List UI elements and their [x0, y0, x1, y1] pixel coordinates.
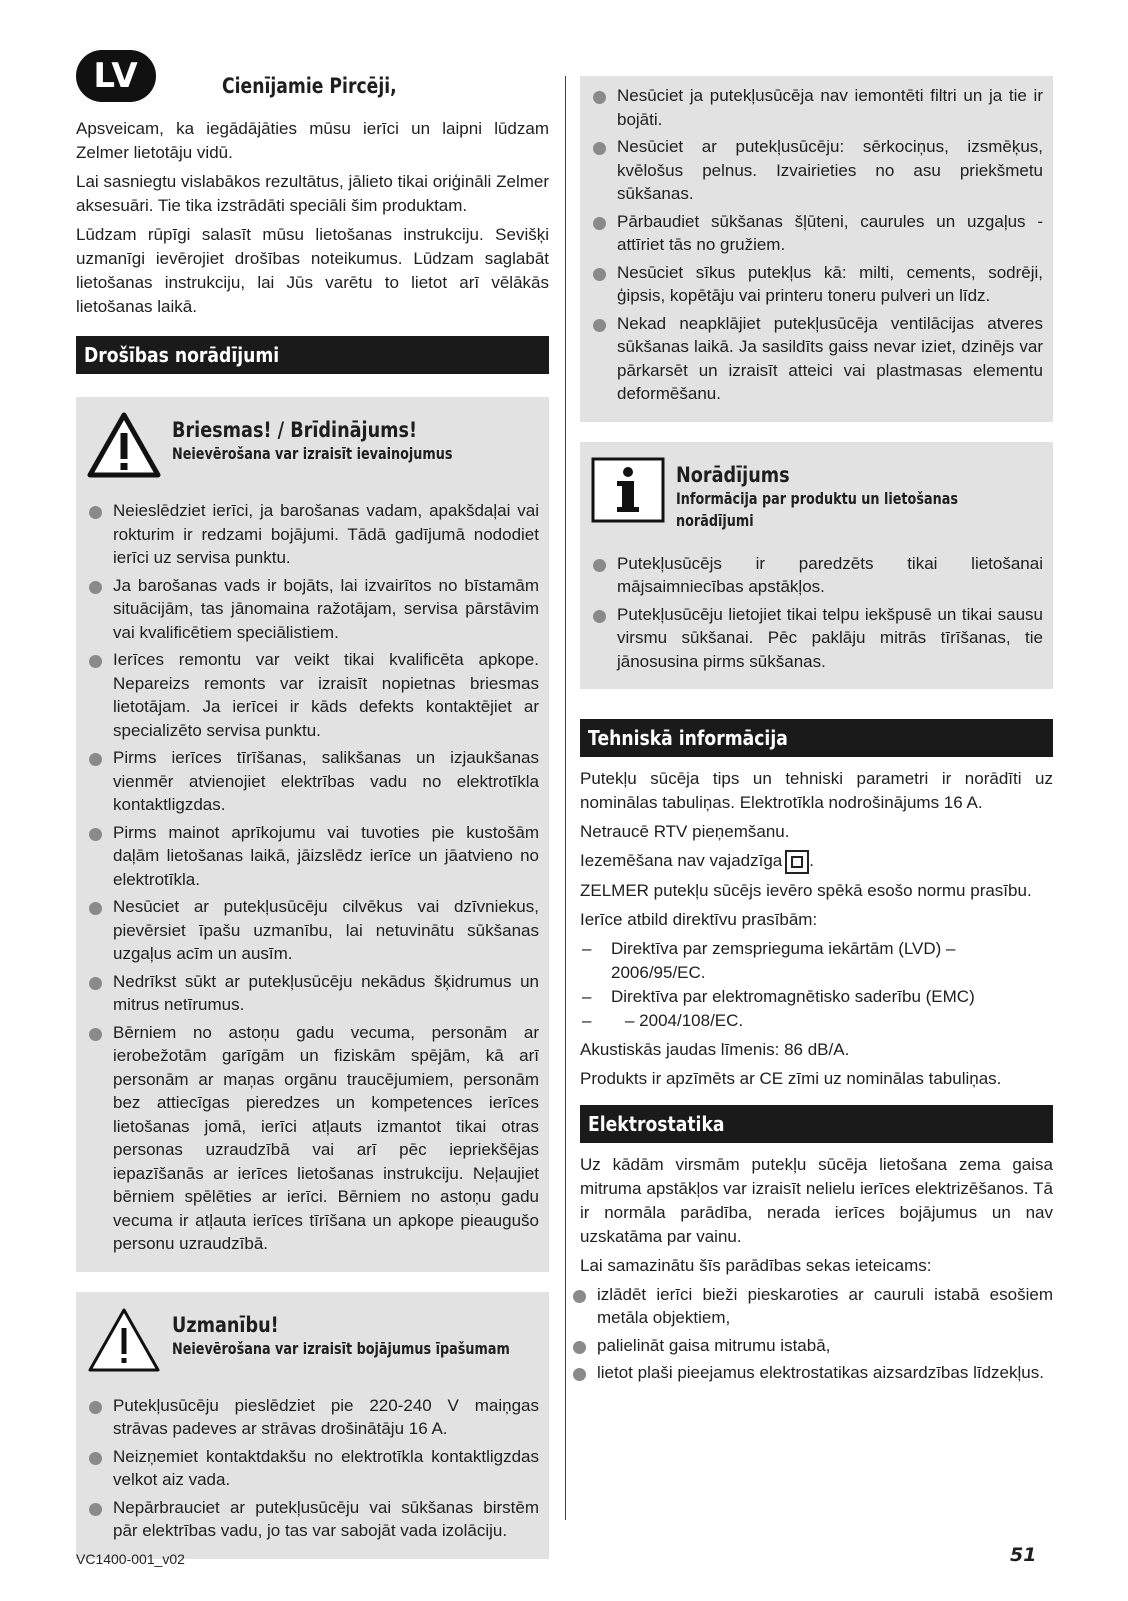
technical-heading: Tehniskā informācija [580, 719, 1053, 757]
technical-paragraph: Ierīce atbild direktīvu prasībām: [580, 909, 818, 929]
technical-paragraph: Produkts ir apzīmēts ar CE zīmi uz nominālas tabuliņas. [580, 1068, 1002, 1088]
technical-paragraph: ZELMER putekļu sūcējs ievēro spēkā esošo normu prasību. [580, 880, 1032, 900]
list-item: Nesūciet ja putekļusūcēja nav iemontēti filtri un ja tie ir bojāti. [590, 84, 1043, 131]
list-item: – Direktīva par elektromagnētisko saderību (EMC) [580, 985, 1053, 1009]
list-item: Ja barošanas vads ir bojāts, lai izvairītos no bīstamām situācijām, tas jānomaina ražotājam, servisa pārstāvim vai kvalificētiem speciālistiem. [86, 574, 539, 645]
notice-box [580, 442, 1053, 690]
caution-list-part2 [590, 84, 1043, 406]
danger-box [76, 397, 549, 1272]
technical-paragraph: Netraucē RTV pieņemšanu. [580, 822, 790, 841]
grounding-text: Iezemēšana nav vajadzīga [580, 851, 783, 870]
list-item: Pirms mainot aprīkojumu vai tuvoties pie kustošām daļām lietošanas laikā, jāizslēdz ierīce un jāatvieno no elektrotīkla. [86, 821, 539, 892]
electrostatic-heading: Elektrostatika [580, 1105, 1053, 1143]
list-item: Bērniem no astoņu gadu vecuma, personām ar ierobežotām garīgām un fiziskām spējām, kā arī personām ar maņas orgānu traucējumiem, personām bez attiecīgas pieredzes un kompetences ierīces lietošanas jomā, ierīci atļauts izmantot tikai otras personas uzraudzībā vai arī pēc iepriekšējas iepazīšanās ar ierīces lietošanas instrukciju. Neļaujiet bērniem spēlēties ar ierīci. Bērniem no astoņu gadu vecuma ir atļauta ierīces tīrīšana un apkope pieaugušo personu uzraudzībā. [86, 1021, 539, 1256]
list-item: Nesūciet sīkus putekļus kā: milti, cements, sodrēji, ģipsis, kopētāju vai printeru toneru pulveri un līdz. [590, 261, 1043, 308]
list-item: palielināt gaisa mitrumu istabā, [570, 1334, 1053, 1358]
list-item: Putekļusūcēju lietojiet tikai telpu iekšpusē un tikai sausu virsmu sūkšanai. Pēc paklāju mitrās tīrīšanas, tie jānosusina pirms sūkšanas. [590, 603, 1043, 674]
notice-subtitle-line2: norādījumi [676, 510, 754, 530]
list-item: Putekļusūcējs ir paredzēts tikai lietošanai mājsaimniecības apstākļos. [590, 552, 1043, 599]
list-item: Neieslēdziet ierīci, ja barošanas vadam, apakšdaļai vai rokturim ir redzami bojājumi. Tādā gadījumā nododiet ierīci uz servisa punktu. [86, 499, 539, 570]
list-item: Nedrīkst sūkt ar putekļusūcēju nekādus šķidrumus un mitrus netīrumus. [86, 970, 539, 1017]
list-item-continued: – – 2004/108/EC. [580, 1009, 1053, 1033]
intro-paragraph: Lūdzam rūpīgi salasīt mūsu lietošanas instrukciju. Sevišķi uzmanīgi ievērojiet drošības noteikumus. Lūdzam saglabāt lietošanas instrukciju, lai Jūs varētu to lietot arī vēlākās lietošanas laikā. [76, 225, 549, 316]
language-badge: LV [76, 50, 156, 102]
list-item: – Direktīva par zemsprieguma iekārtām (LVD) – 2006/95/EC. [580, 937, 1053, 985]
intro-paragraph: Apsveicam, ka iegādājāties mūsu ierīci un laipni lūdzam Zelmer lietotāju vidū. [76, 119, 549, 162]
notice-subtitle: Informācija par produktu un lietošanas [676, 488, 958, 508]
list-item: Ierīces remontu var veikt tikai kvalificēta apkope. Nepareizs remonts var izraisīt nopietnas briesmas lietotājam. Ja ierīcei ir kāds defekts kontaktējiet ar specializēto servisa punktu. [86, 648, 539, 742]
electrostatic-list [570, 1283, 1053, 1385]
column-divider [565, 76, 566, 1520]
caution-subtitle: Neievērošana var izraisīt bojājumus īpašumam [172, 1338, 510, 1358]
technical-section [580, 767, 1053, 1091]
list-item: Pirms ierīces tīrīšanas, salikšanas un izjaukšanas vienmēr atvienojiet elektrības vadu no elektrotīkla kontaktligzdas. [86, 746, 539, 817]
danger-subtitle: Neievērošana var izraisīt ievainojumus [172, 444, 453, 463]
page-number: 51 [1010, 1544, 1037, 1566]
list-item: lietot plaši pieejamus elektrostatikas aizsardzības līdzekļus. [570, 1361, 1053, 1385]
intro-section [76, 117, 549, 1559]
double-insulation-icon [785, 850, 809, 874]
list-item: izlādēt ierīci bieži pieskaroties ar cauruli istabā esošiem metāla objektiem, [570, 1283, 1053, 1330]
grounding-text-end: . [809, 851, 814, 870]
directive-list [580, 937, 1053, 1033]
danger-list [86, 499, 539, 1256]
warning-triangle-icon [86, 411, 162, 479]
list-item: Nesūciet ar putekļusūcēju cilvēkus vai dzīvniekus, pievērsiet īpašu uzmanību, lai netuvinātu sūkšanas uzgaļus acīm un ausīm. [86, 895, 539, 966]
info-icon [590, 456, 666, 524]
warning-triangle-icon [86, 1306, 162, 1374]
technical-paragraph: Akustiskās jaudas līmenis: 86 dB/A. [580, 1039, 850, 1059]
electrostatic-paragraph: Lai samazinātu šīs parādības sekas ieteicams: [580, 1255, 932, 1275]
list-item: Nekad neapklājiet putekļusūcēja ventilācijas atveres sūkšanas laikā. Ja sasildīts gaiss nevar iziet, dzinējs var pārkarsēt un izraisīt atteici vai plastmasas elementu deformēšanu. [590, 312, 1043, 406]
caution-box [76, 1292, 549, 1559]
electrostatic-section [580, 1153, 1053, 1385]
list-item: Nepārbrauciet ar putekļusūcēju vai sūkšanas birstēm pār elektrības vadu, jo tas var sabojāt vada izolāciju. [86, 1496, 539, 1543]
notice-title: Norādījums [676, 462, 790, 487]
safety-heading: Drošības norādījumi [76, 336, 549, 374]
caution-box-continued [580, 76, 1053, 422]
list-item: Putekļusūcēju pieslēdziet pie 220-240 V maiņgas strāvas padeves ar strāvas drošinātāju 16 A. [86, 1394, 539, 1441]
greeting-title: Cienījamie Pircēji, [222, 74, 397, 98]
danger-title: Briesmas! / Brīdinājums! [172, 418, 418, 442]
list-item: Nesūciet ar putekļusūcēju: sērkociņus, izsmēķus, kvēlošus pelnus. Izvairieties no asu priekšmetu sūkšanas. [590, 135, 1043, 206]
technical-paragraph [580, 849, 1053, 874]
notice-list [590, 552, 1043, 674]
list-item: Pārbaudiet sūkšanas šļūteni, caurules un uzgaļus - attīriet tās no gružiem. [590, 210, 1043, 257]
caution-title: Uzmanību! [172, 1312, 279, 1337]
list-item: Neizņemiet kontaktdakšu no elektrotīkla kontaktligzdas velkot aiz vada. [86, 1445, 539, 1492]
right-column [580, 76, 1053, 1389]
caution-list-part1 [86, 1394, 539, 1543]
electrostatic-paragraph: Uz kādām virsmām putekļu sūcēja lietošana zema gaisa mitruma apstākļos var izraisīt nelielu ierīces elektrizēšanos. Tā ir normāla parādība, nerada ierīces bojājumus un nav uzskatāma par vainu. [580, 1154, 1053, 1246]
technical-paragraph: Putekļu sūcēja tips un tehniski parametri ir norādīti uz nominālas tabuliņas. Elektrotīkla nodrošinājums 16 A. [580, 769, 1053, 812]
document-code: VC1400-001_v02 [76, 1551, 185, 1567]
intro-paragraph: Lai sasniegtu vislabākos rezultātus, jālieto tikai oriģināli Zelmer aksesuāri. Tie tika izstrādāti speciāli šim produktam. [76, 172, 549, 215]
